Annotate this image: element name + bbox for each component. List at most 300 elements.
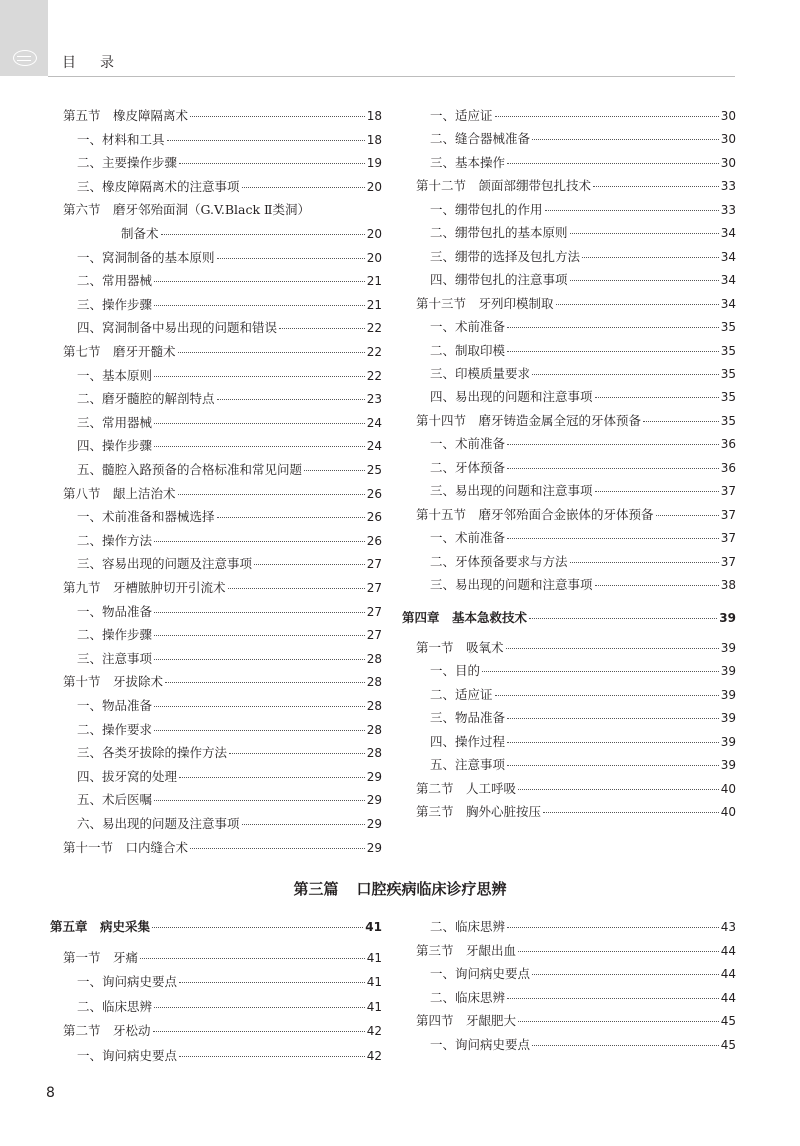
toc-entry-title: 三、物品准备 — [430, 710, 506, 726]
toc-entry-title: 二、牙体预备 — [430, 459, 506, 475]
toc-entry-title: 三、常用器械 — [77, 414, 153, 430]
header-divider — [48, 76, 735, 77]
toc-entry-page: 22 — [366, 321, 382, 336]
toc-entry[interactable] — [402, 610, 736, 626]
dot-leader — [595, 491, 719, 492]
header-title-b: 录 — [100, 55, 114, 71]
dot-leader — [190, 848, 365, 849]
toc-entry-page: 26 — [366, 533, 382, 548]
toc-entry-page: 39 — [720, 640, 736, 655]
toc-entry[interactable] — [430, 108, 736, 124]
dot-leader — [154, 635, 365, 636]
toc-entry-title: 二、临床思辨 — [430, 919, 506, 934]
dot-leader — [154, 659, 365, 660]
toc-entry[interactable] — [63, 108, 382, 124]
toc-entry-title: 三、易出现的问题和注意事项 — [430, 483, 593, 499]
dot-leader — [507, 998, 719, 999]
dot-leader — [518, 951, 719, 952]
toc-entry-title: 四、绷带包扎的注意事项 — [430, 272, 568, 288]
toc-entry-title: 一、目的 — [430, 663, 481, 679]
toc-entry-title: 三、各类牙拔除的操作方法 — [77, 745, 228, 761]
dot-leader — [154, 800, 365, 801]
toc-entry-title: 二、制取印模 — [430, 342, 506, 358]
dot-leader — [532, 1045, 719, 1046]
toc-entry-page: 29 — [366, 840, 382, 855]
toc-entry[interactable] — [430, 249, 736, 265]
dot-leader — [506, 648, 719, 649]
toc-entry-page: 43 — [720, 920, 736, 934]
dot-leader — [570, 280, 719, 281]
toc-entry[interactable] — [430, 966, 736, 982]
dot-leader — [495, 695, 719, 696]
toc-entry[interactable] — [77, 974, 382, 990]
dot-leader — [179, 163, 365, 164]
toc-entry[interactable] — [416, 781, 736, 797]
dot-leader — [518, 789, 719, 790]
toc-entry-page: 37 — [720, 531, 736, 546]
toc-entry-title: 第九节 牙槽脓肿切开引流术 — [63, 580, 226, 595]
dot-leader — [190, 116, 365, 117]
toc-entry-title: 二、适应证 — [430, 686, 493, 702]
toc-entry-title: 三、注意事项 — [77, 650, 153, 666]
dot-leader — [507, 163, 719, 164]
toc-entry[interactable] — [77, 745, 382, 761]
toc-entry-title: 四、易出现的问题和注意事项 — [430, 389, 593, 405]
part-label: 第三篇 — [293, 880, 339, 898]
toc-entry-title: 第一节 牙痛 — [63, 949, 139, 965]
publisher-logo-icon — [13, 50, 37, 66]
toc-entry-title: 第一节 吸氧术 — [416, 639, 504, 655]
toc-entry-page: 29 — [366, 817, 382, 831]
toc-entry[interactable] — [63, 580, 382, 596]
dot-leader — [507, 468, 719, 469]
toc-entry[interactable] — [77, 391, 382, 407]
toc-entry[interactable] — [430, 225, 736, 241]
toc-entry-title: 一、询问病史要点 — [77, 974, 178, 989]
page-number: 8 — [46, 1085, 55, 1101]
toc-entry-page: 29 — [366, 769, 382, 784]
toc-entry-page: 20 — [366, 179, 382, 194]
toc-entry-title: 一、适应证 — [430, 108, 493, 123]
toc-entry-title: 第五章 病史采集 — [50, 919, 151, 934]
toc-entry-page: 33 — [720, 202, 736, 217]
toc-entry-title: 第四节 牙龈肥大 — [416, 1013, 517, 1028]
toc-entry-title: 一、询问病史要点 — [430, 1036, 531, 1052]
toc-entry-page: 39 — [720, 687, 736, 702]
toc-entry-page: 44 — [720, 943, 736, 958]
dot-leader — [545, 210, 719, 211]
toc-entry-page: 27 — [366, 557, 382, 572]
toc-entry[interactable] — [416, 804, 736, 820]
toc-entry-title: 五、术后医嘱 — [77, 792, 153, 808]
toc-entry[interactable] — [77, 651, 382, 667]
toc-entry-page: 24 — [366, 439, 382, 454]
toc-entry-page: 18 — [366, 132, 382, 147]
dot-leader — [482, 671, 719, 672]
toc-entry[interactable] — [430, 734, 736, 750]
toc-entry[interactable] — [430, 577, 736, 593]
toc-entry-page: 42 — [366, 1024, 382, 1038]
toc-entry-title: 五、髓腔入路预备的合格标准和常见问题 — [77, 462, 303, 477]
toc-entry-page: 34 — [720, 273, 736, 288]
toc-entry-page: 20 — [366, 250, 382, 265]
toc-entry[interactable] — [416, 1013, 736, 1029]
dot-leader — [570, 562, 719, 563]
dot-leader — [570, 233, 719, 234]
dot-leader — [178, 494, 365, 495]
toc-entry-title: 二、常用器械 — [77, 273, 153, 289]
toc-entry[interactable] — [430, 436, 736, 452]
dot-leader — [593, 186, 719, 187]
dot-leader — [179, 1056, 365, 1057]
dot-leader — [179, 982, 365, 983]
toc-entry[interactable] — [430, 272, 736, 288]
toc-entry-page: 34 — [720, 226, 736, 241]
toc-entry[interactable] — [416, 296, 736, 312]
dot-leader — [304, 470, 365, 471]
toc-entry-page: 36 — [720, 437, 736, 452]
toc-entry[interactable] — [63, 950, 382, 966]
dot-leader — [507, 538, 719, 539]
toc-entry[interactable] — [430, 131, 736, 147]
toc-entry-title: 一、材料和工具 — [77, 131, 165, 147]
dot-leader — [154, 1007, 365, 1008]
toc-entry[interactable] — [430, 460, 736, 476]
toc-entry[interactable] — [430, 319, 736, 335]
dot-leader — [532, 139, 719, 140]
toc-entry-page: 37 — [720, 484, 736, 499]
dot-leader — [529, 618, 717, 619]
dot-leader — [507, 742, 719, 743]
toc-entry[interactable] — [77, 999, 382, 1015]
toc-entry-page: 35 — [720, 320, 736, 335]
toc-entry-title: 二、临床思辨 — [77, 998, 153, 1014]
dot-leader — [595, 397, 719, 398]
toc-entry[interactable] — [77, 368, 382, 384]
toc-entry-title: 三、印模质量要求 — [430, 365, 531, 381]
toc-entry[interactable] — [77, 462, 382, 478]
toc-entry-page: 26 — [366, 510, 382, 525]
toc-entry[interactable] — [121, 226, 382, 242]
toc-entry[interactable] — [430, 1037, 736, 1053]
toc-entry-title: 一、术前准备和器械选择 — [77, 509, 215, 525]
toc-entry[interactable] — [430, 990, 736, 1006]
toc-entry[interactable] — [77, 415, 382, 431]
toc-entry[interactable] — [77, 722, 382, 738]
toc-entry[interactable] — [430, 687, 736, 703]
toc-entry-page: 45 — [720, 1014, 736, 1028]
dot-leader — [179, 777, 365, 778]
toc-entry-title: 一、物品准备 — [77, 698, 153, 713]
dot-leader — [656, 515, 719, 516]
toc-entry-page: 27 — [366, 628, 382, 643]
toc-entry-page: 38 — [720, 578, 736, 592]
toc-entry-title: 第四章 基本急救技术 — [402, 610, 528, 626]
dot-leader — [279, 328, 365, 329]
dot-leader — [643, 421, 719, 422]
toc-entry-title: 一、窝洞制备的基本原则 — [77, 249, 215, 265]
toc-entry-title: 第三节 胸外心脏按压 — [416, 804, 542, 820]
toc-entry-title: 四、拔牙窝的处理 — [77, 768, 178, 784]
dot-leader — [154, 376, 365, 377]
toc-entry-title: 第五节 橡皮障隔离术 — [63, 108, 189, 123]
dot-leader — [153, 1031, 365, 1032]
toc-entry-title: 第十三节 牙列印模制取 — [416, 295, 554, 311]
toc-entry[interactable] — [77, 155, 382, 171]
toc-entry[interactable] — [77, 698, 382, 714]
toc-entry-page: 26 — [366, 486, 382, 501]
toc-entry-title: 二、操作要求 — [77, 721, 153, 737]
toc-entry-page: 22 — [366, 345, 382, 359]
toc-entry-page: 29 — [366, 793, 382, 808]
dot-leader — [217, 258, 365, 259]
toc-entry-page: 35 — [720, 413, 736, 428]
dot-leader — [242, 187, 365, 188]
toc-entry-page: 40 — [720, 805, 736, 820]
toc-entry-page: 35 — [720, 343, 736, 358]
dot-leader — [495, 116, 719, 117]
dot-leader — [507, 351, 719, 352]
toc-entry-title: 一、绷带包扎的作用 — [430, 201, 543, 217]
dot-leader — [228, 588, 365, 589]
toc-entry[interactable] — [430, 483, 736, 499]
toc-entry-page: 41 — [366, 999, 382, 1014]
toc-entry-page: 24 — [366, 415, 382, 430]
toc-entry-title: 第三节 牙龈出血 — [416, 942, 517, 958]
toc-entry[interactable] — [77, 1048, 382, 1064]
toc-entry-page: 44 — [720, 990, 736, 1005]
toc-entry[interactable] — [63, 840, 382, 856]
toc-entry-title: 第十二节 颌面部绷带包扎技术 — [416, 178, 592, 194]
toc-entry-page: 35 — [720, 366, 736, 381]
toc-entry-page: 28 — [366, 722, 382, 737]
toc-entry-page: 25 — [366, 463, 382, 477]
dot-leader — [229, 753, 365, 754]
dot-leader — [507, 444, 719, 445]
toc-entry-title: 第二节 人工呼吸 — [416, 780, 517, 796]
toc-entry-page: 37 — [720, 554, 736, 569]
toc-entry[interactable] — [430, 202, 736, 218]
toc-entry-page: 27 — [366, 581, 382, 595]
toc-entry[interactable] — [416, 413, 736, 429]
toc-entry[interactable] — [77, 509, 382, 525]
toc-entry[interactable] — [77, 533, 382, 549]
toc-entry-title: 二、绷带包扎的基本原则 — [430, 225, 568, 241]
dot-leader — [582, 257, 719, 258]
toc-entry-title: 一、询问病史要点 — [430, 966, 531, 981]
dot-leader — [532, 374, 719, 375]
toc-entry-page: 30 — [720, 132, 736, 147]
toc-entry[interactable] — [63, 486, 382, 502]
toc-entry[interactable] — [430, 343, 736, 359]
toc-entry[interactable] — [430, 663, 736, 679]
toc-entry[interactable] — [77, 273, 382, 289]
toc-entry-title: 一、询问病史要点 — [77, 1047, 178, 1063]
dot-leader — [507, 765, 719, 766]
toc-entry[interactable] — [430, 757, 736, 773]
toc-entry-title: 三、橡皮障隔离术的注意事项 — [77, 178, 240, 194]
toc-entry[interactable] — [77, 320, 382, 336]
toc-entry-title: 三、易出现的问题和注意事项 — [430, 577, 593, 592]
toc-entry-title: 第十一节 口内缝合术 — [63, 839, 189, 855]
toc-entry[interactable] — [63, 344, 382, 360]
dot-leader — [154, 305, 365, 306]
dot-leader — [543, 812, 719, 813]
part-name: 口腔疾病临床诊疗思辨 — [356, 880, 507, 898]
dot-leader — [154, 706, 365, 707]
toc-entry-page: 36 — [720, 460, 736, 475]
toc-entry-page: 39 — [720, 711, 736, 726]
toc-entry[interactable] — [77, 627, 382, 643]
toc-entry-page: 28 — [366, 675, 382, 690]
toc-entry-page: 33 — [720, 179, 736, 194]
toc-entry-title: 一、术前准备 — [430, 436, 506, 452]
toc-entry-page: 27 — [366, 604, 382, 619]
toc-entry-title: 三、操作步骤 — [77, 296, 153, 312]
toc-entry[interactable] — [77, 132, 382, 148]
toc-entry-title: 一、术前准备 — [430, 530, 506, 546]
toc-entry[interactable] — [77, 604, 382, 620]
header-tab — [0, 0, 48, 76]
toc-entry-page: 28 — [366, 651, 382, 666]
toc-entry-title: 二、操作步骤 — [77, 627, 153, 643]
toc-entry-page: 34 — [720, 296, 736, 311]
toc-entry-page: 39 — [720, 664, 736, 679]
toc-entry-title: 第七节 磨牙开髓术 — [63, 344, 176, 359]
dot-leader — [507, 718, 719, 719]
toc-entry-page: 44 — [720, 967, 736, 981]
toc-entry[interactable] — [430, 530, 736, 546]
toc-entry-title: 一、基本原则 — [77, 367, 153, 383]
dot-leader — [165, 682, 365, 683]
toc-entry-title: 二、磨牙髓腔的解剖特点 — [77, 391, 215, 407]
dot-leader — [154, 423, 365, 424]
toc-entry-page: 19 — [366, 156, 382, 171]
toc-entry[interactable] — [63, 202, 382, 218]
dot-leader — [532, 974, 719, 975]
dot-leader — [154, 612, 365, 613]
toc-entry-title: 第二节 牙松动 — [63, 1023, 151, 1038]
toc-entry-page: 42 — [366, 1048, 382, 1063]
toc-entry[interactable] — [430, 366, 736, 382]
toc-entry-title: 一、物品准备 — [77, 603, 153, 619]
toc-entry-title: 第八节 龈上洁治术 — [63, 485, 176, 501]
toc-entry[interactable] — [430, 919, 736, 935]
dot-leader — [254, 564, 365, 565]
toc-entry[interactable] — [430, 155, 736, 171]
toc-entry-page: 18 — [366, 109, 382, 123]
dot-leader — [140, 958, 365, 959]
dot-leader — [556, 304, 719, 305]
toc-entry[interactable] — [430, 389, 736, 405]
toc-entry[interactable] — [77, 816, 382, 832]
toc-entry[interactable] — [63, 674, 382, 690]
toc-entry-title: 二、临床思辨 — [430, 989, 506, 1005]
header-title — [62, 52, 138, 72]
dot-leader — [518, 1021, 719, 1022]
dot-leader — [242, 824, 365, 825]
toc-entry-title: 二、主要操作步骤 — [77, 155, 178, 171]
toc-entry-page: 45 — [720, 1037, 736, 1052]
toc-entry-title: 第十五节 磨牙邻殆面合金嵌体的牙体预备 — [416, 506, 654, 522]
toc-entry-title: 四、窝洞制备中易出现的问题和错误 — [77, 320, 278, 336]
dot-leader — [507, 927, 719, 928]
dot-leader — [161, 234, 365, 235]
toc-entry-title: 第十四节 磨牙铸造金属全冠的牙体预备 — [416, 412, 642, 428]
toc-entry-title: 五、注意事项 — [430, 757, 506, 773]
toc-entry-title: 一、术前准备 — [430, 319, 506, 335]
toc-entry-title: 二、操作方法 — [77, 532, 153, 548]
dot-leader — [154, 541, 365, 542]
toc-entry-page: 21 — [366, 297, 382, 312]
toc-entry[interactable] — [430, 710, 736, 726]
toc-entry-page: 39 — [720, 758, 736, 773]
dot-leader — [152, 927, 363, 928]
toc-entry-title: 第十节 牙拔除术 — [63, 674, 164, 690]
dot-leader — [217, 517, 365, 518]
toc-entry[interactable] — [416, 507, 736, 523]
toc-entry-page: 41 — [366, 950, 382, 965]
toc-entry-title: 四、操作步骤 — [77, 438, 153, 454]
toc-entry-title: 第六节 磨牙邻殆面洞（G.V.Black Ⅱ类洞） — [63, 202, 311, 218]
toc-entry-page: 40 — [720, 781, 736, 796]
toc-entry-title: 六、易出现的问题及注意事项 — [77, 816, 240, 831]
toc-entry[interactable] — [77, 250, 382, 266]
toc-entry-page: 39 — [719, 611, 736, 626]
toc-entry[interactable] — [77, 438, 382, 454]
toc-entry-title: 制备术 — [121, 226, 159, 241]
toc-entry[interactable] — [430, 554, 736, 570]
toc-entry-title: 四、操作过程 — [430, 733, 506, 749]
toc-entry[interactable] — [416, 943, 736, 959]
toc-entry-page: 35 — [720, 390, 736, 405]
dot-leader — [217, 399, 365, 400]
toc-entry[interactable] — [50, 919, 382, 935]
dot-leader — [154, 446, 365, 447]
toc-entry-page: 21 — [366, 274, 382, 289]
dot-leader — [595, 585, 719, 586]
header-title-a: 目 — [62, 55, 76, 71]
toc-entry[interactable] — [77, 179, 382, 195]
toc-entry[interactable] — [77, 297, 382, 313]
toc-entry-page: 30 — [720, 155, 736, 170]
dot-leader — [154, 281, 365, 282]
toc-entry[interactable] — [77, 556, 382, 572]
toc-entry-page: 28 — [366, 746, 382, 761]
toc-entry[interactable] — [416, 640, 736, 656]
toc-entry[interactable] — [416, 178, 736, 194]
toc-entry-title: 二、牙体预备要求与方法 — [430, 553, 568, 569]
toc-entry-page: 34 — [720, 249, 736, 264]
toc-entry-page: 20 — [366, 227, 382, 241]
toc-entry[interactable] — [77, 792, 382, 808]
toc-entry[interactable] — [63, 1023, 382, 1039]
toc-entry-page: 23 — [366, 392, 382, 407]
dot-leader — [507, 327, 719, 328]
toc-entry[interactable] — [77, 769, 382, 785]
part-title — [0, 878, 800, 899]
toc-entry-page: 39 — [720, 734, 736, 749]
toc-entry-title: 三、基本操作 — [430, 154, 506, 170]
toc-entry-page: 37 — [720, 507, 736, 522]
toc-entry-page: 41 — [365, 920, 382, 934]
dot-leader — [178, 352, 365, 353]
toc-entry-title: 三、容易出现的问题及注意事项 — [77, 556, 253, 572]
toc-entry-title: 三、绷带的选择及包扎方法 — [430, 248, 581, 264]
toc-entry-page: 41 — [366, 975, 382, 989]
dot-leader — [154, 730, 365, 731]
dot-leader — [167, 140, 365, 141]
